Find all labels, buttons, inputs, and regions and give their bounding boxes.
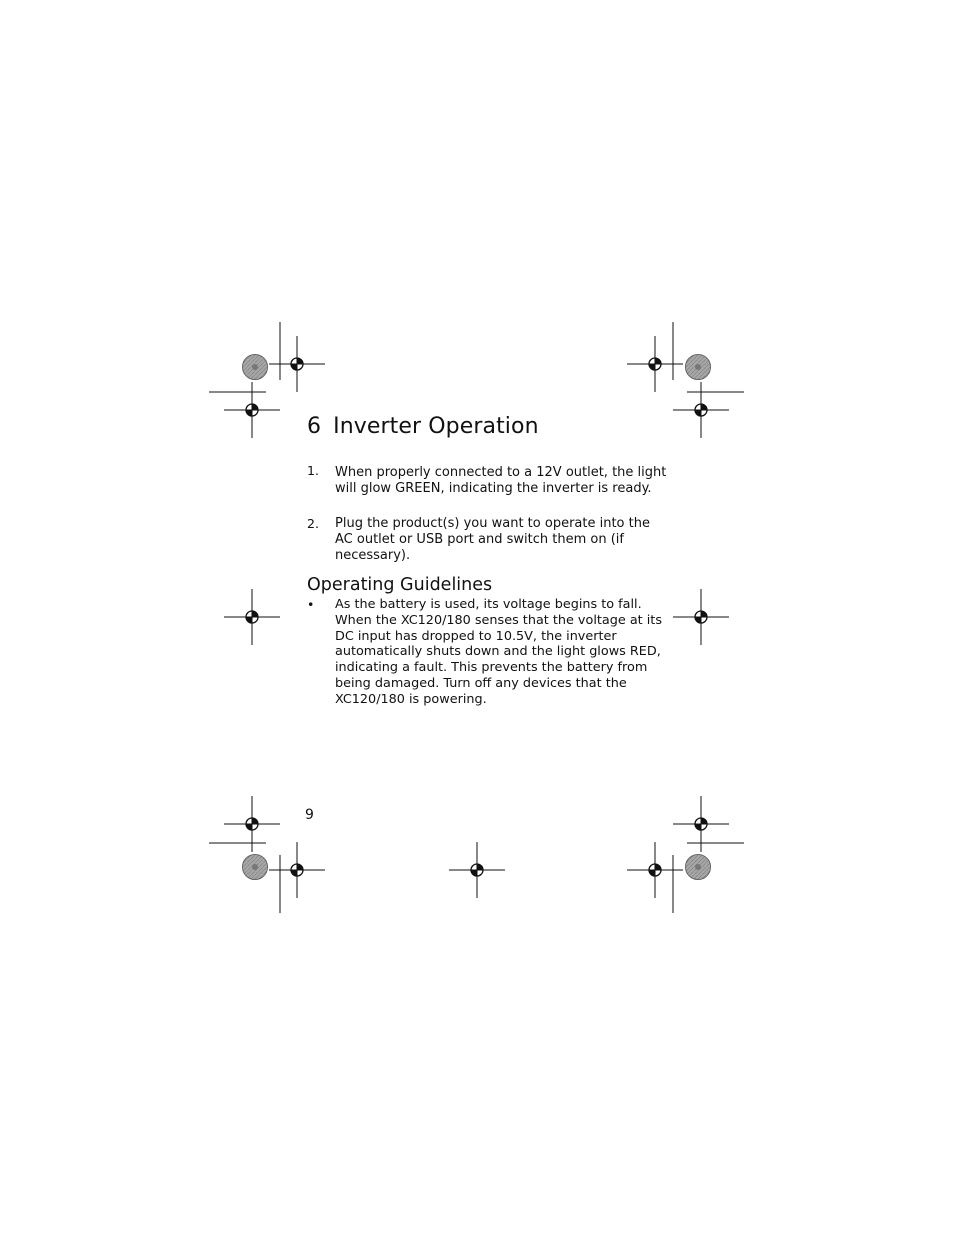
section-title-text: Inverter Operation (333, 414, 539, 439)
list-item-text: Plug the product(s) you want to operate into the AC outlet or USB port and switch them on (if necessary). (335, 516, 650, 563)
guidelines-heading: Operating Guidelines (307, 575, 493, 595)
bullet-text: As the battery is used, its voltage begins to fall. When the XC120/180 senses that the voltage at its DC input has dropped to 10.5V, the inverter automatically shuts down and the light glows RED, indicating a fault. This prevents the battery from being damaged. Turn off any devices that the XC120/180 is powering. (335, 597, 662, 707)
list-marker: 1. (307, 463, 319, 478)
list-item (307, 465, 667, 497)
section-number: 6 (307, 414, 322, 439)
list-marker: 2. (307, 516, 319, 531)
section-title (307, 414, 539, 439)
page-number: 9 (305, 807, 314, 823)
list-item-text: When properly connected to a 12V outlet, the light will glow GREEN, indicating the inverter is ready. (335, 465, 667, 496)
bullet-item (307, 597, 677, 707)
list-item (307, 516, 667, 564)
bullet-marker: • (307, 597, 315, 612)
